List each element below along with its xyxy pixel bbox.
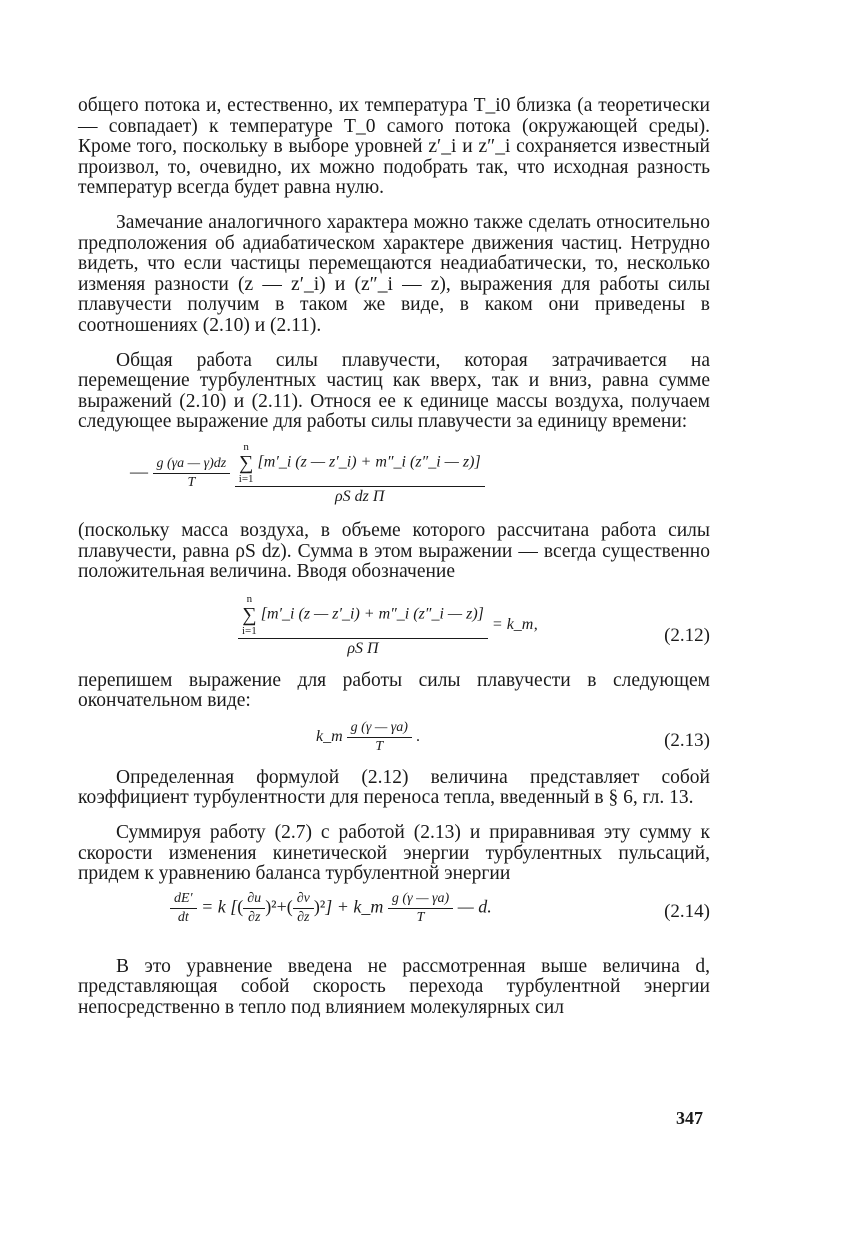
paragraph-5: перепишем выражение для работы силы плавучести в следующем окончательном виде: xyxy=(78,669,710,712)
equation-2-12 xyxy=(78,583,710,671)
eq-214-body2: ] + k_т xyxy=(325,896,384,917)
eq-work-left-den: T xyxy=(187,474,196,490)
paragraph-7: Суммируя работу (2.7) с работой (2.13) и приравнивая эту сумму к скорости изменения кинетической энергии турбулентных пульсаций, придем к уравнению баланса турбулентной энергии xyxy=(78,822,710,885)
eq-work-left-fraction xyxy=(153,456,231,491)
eq-work-minus: — xyxy=(130,461,148,482)
eq-212-number: (2.12) xyxy=(664,624,710,646)
equation-work xyxy=(78,433,710,521)
sum-lower-limit: i=1 xyxy=(242,624,257,637)
eq-213-den: T xyxy=(375,738,384,754)
eq-213-number: (2.13) xyxy=(664,729,710,751)
paragraph-1: общего потока и, естественно, их температура T_i0 близка (а теоретически — совпадает) к температуре T_0 самого потока (окружающей среды). Кроме того, поскольку в выборе уровней z′_i и z″_i сохраняется известный произвол, то, очевидно, их можно подобрать так, что исходная разность температур всегда будет равна нулю. xyxy=(78,95,710,199)
eq-work-left-num: g (γa — γ)dz xyxy=(156,455,227,471)
eq-work-right-den: ρS dz Π xyxy=(334,487,385,505)
paragraph-2: Замечание аналогичного характера можно также сделать относительно предположения об адиабатическом характере движения частиц. Нетрудно видеть, что если частицы перемещаются неадиабатически, то, несколько изменяя разности (z — z′_i) и (z″_i — z), выражения для работы силы плавучести получим в таком же виде, в каком они приведены в соотношениях (2.10) и (2.11). xyxy=(78,211,710,336)
eq-213-tail: . xyxy=(415,728,420,746)
eq-213-fraction xyxy=(347,720,412,755)
eq-214-du-dz xyxy=(243,891,265,926)
eq-214-number: (2.14) xyxy=(664,900,710,922)
eq-212-num: [m′_i (z — z′_i) + m″_i (z″_i — z)] xyxy=(260,605,484,623)
eq-work-right-num: [m′_i (z — z′_i) + m″_i (z″_i — z)] xyxy=(257,453,481,471)
eq-212-fraction xyxy=(238,593,488,658)
sum-upper-limit: n xyxy=(246,592,253,605)
eq-212-sum: n ∑ i=1 xyxy=(242,592,257,637)
eq-work-right-fraction xyxy=(235,441,485,506)
eq-212-den: ρS Π xyxy=(347,639,379,657)
eq-214-g-fraction xyxy=(388,891,453,926)
eq-214-tail: — d. xyxy=(457,896,492,917)
eq-214-lhs xyxy=(170,891,197,926)
dz-label: ∂z xyxy=(248,909,261,925)
paragraph-4: (поскольку масса воздуха, в объеме которого рассчитана работа силы плавучести, равна ρS dz). Сумма в этом выражении — всегда существенно положительная величина. Вводя обозначение xyxy=(78,519,710,583)
eq-212-rhs: = k_т, xyxy=(491,615,538,633)
page-number: 347 xyxy=(676,1108,703,1128)
eq-214-g-num: g (γ — γa) xyxy=(391,890,450,906)
dv-label: ∂v xyxy=(296,890,310,906)
equation-2-14: $\frac{dE'}{dt}$ = k [( $\frac{\partial u}{\partial z}$ )²+( $\frac{\partial v}{\partial z}$ )²] + k_т $\frac{g (\gamma — \gamma a)}{T}$ — d. (2.14) xyxy=(78,885,710,943)
eq-214-lhs-den: dt xyxy=(177,909,189,925)
eq-214-dv-dz xyxy=(293,891,314,926)
eq-214-body1: = k [ xyxy=(201,896,238,917)
eq-work-sum: n ∑ i=1 xyxy=(238,440,254,485)
paragraph-8: В это уравнение введена не рассмотренная выше величина d, представляющая собой скорость перехода турбулентной энергии непосредственно в тепло под влиянием молекулярных сил xyxy=(78,955,710,1019)
eq-213-num: g (γ — γa) xyxy=(350,719,408,735)
sum-upper-limit: n xyxy=(243,440,249,453)
page-body xyxy=(78,96,710,1019)
eq-214-lhs-num: dE′ xyxy=(174,890,193,906)
sum-lower-limit: i=1 xyxy=(238,472,254,485)
equation-2-13 xyxy=(78,712,710,768)
eq-213-coef: k_т xyxy=(316,728,343,746)
du-label: ∂u xyxy=(247,890,262,906)
paragraph-3: Общая работа силы плавучести, которая затрачивается на перемещение турбулентных частиц как вверх, так и вниз, равна сумме выражений (2.10) и (2.11). Относя ее к единице массы воздуха, получаем следующее выражение для работы силы плавучести за единицу времени: xyxy=(78,349,710,433)
dz-label-2: ∂z xyxy=(297,909,310,925)
paragraph-6: Определенная формулой (2.12) величина представляет собой коэффициент турбулентности для переноса тепла, введенный в § 6, гл. 13. xyxy=(78,766,710,809)
eq-214-g-den: T xyxy=(416,909,425,925)
